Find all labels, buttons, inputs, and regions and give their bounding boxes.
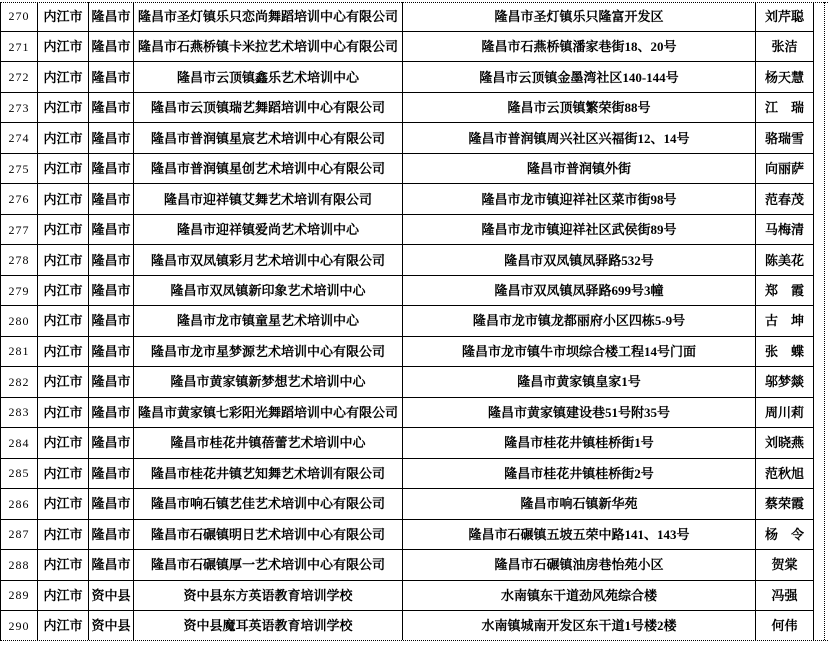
institutions-table [0,2,814,640]
cell-row-number: 289 [1,580,38,610]
cell-row-number: 276 [1,184,38,214]
cell-institution-name: 隆昌市云顶镇鑫乐艺术培训中心 [134,62,403,92]
cell-address: 隆昌市普润镇周兴社区兴福街12、14号 [403,123,756,153]
table-row [1,367,814,397]
cell-institution-name: 隆昌市双凤镇彩月艺术培训中心有限公司 [134,245,403,275]
cell-institution-name: 隆昌市桂花井镇艺知舞艺术培训有限公司 [134,458,403,488]
table-row [1,489,814,519]
cell-address: 隆昌市云顶镇繁荣街88号 [403,92,756,122]
table-row [1,123,814,153]
cell-city: 内江市 [38,397,89,427]
cell-city: 内江市 [38,275,89,305]
cell-county: 隆昌市 [89,489,134,519]
cell-county: 隆昌市 [89,92,134,122]
cell-row-number: 270 [1,2,38,31]
cell-city: 内江市 [38,336,89,366]
cell-contact-name: 江 瑞 [756,92,814,122]
table-row [1,397,814,427]
cell-county: 隆昌市 [89,428,134,458]
cell-address: 隆昌市石碾镇油房巷怡苑小区 [403,550,756,580]
cell-contact-name: 张洁 [756,31,814,61]
cell-county: 资中县 [89,611,134,640]
cell-contact-name: 何伟 [756,611,814,640]
cell-city: 内江市 [38,123,89,153]
cell-institution-name: 隆昌市双凤镇新印象艺术培训中心 [134,275,403,305]
cell-county: 隆昌市 [89,31,134,61]
cell-city: 内江市 [38,31,89,61]
cell-institution-name: 隆昌市普润镇星创艺术培训中心有限公司 [134,153,403,183]
cell-county: 隆昌市 [89,62,134,92]
cell-address: 隆昌市响石镇新华苑 [403,489,756,519]
cell-address: 隆昌市双凤镇凤驿路699号3幢 [403,275,756,305]
cell-city: 内江市 [38,580,89,610]
cell-row-number: 274 [1,123,38,153]
cell-contact-name: 范春茂 [756,184,814,214]
cell-institution-name: 资中县东方英语教育培训学校 [134,580,403,610]
cell-county: 隆昌市 [89,519,134,549]
cell-row-number: 283 [1,397,38,427]
cell-row-number: 286 [1,489,38,519]
cell-address: 隆昌市黄家镇皇家1号 [403,367,756,397]
cell-county: 隆昌市 [89,184,134,214]
cell-contact-name: 邬梦燚 [756,367,814,397]
table-body [1,2,814,640]
cell-county: 隆昌市 [89,306,134,336]
cell-institution-name: 隆昌市石碾镇厚一艺术培训中心有限公司 [134,550,403,580]
page-break-line-bottom [0,640,828,641]
cell-county: 隆昌市 [89,367,134,397]
cell-city: 内江市 [38,367,89,397]
table-row [1,550,814,580]
cell-contact-name: 刘芹聪 [756,2,814,31]
cell-contact-name: 冯强 [756,580,814,610]
table-row [1,2,814,31]
cell-county: 隆昌市 [89,123,134,153]
cell-row-number: 285 [1,458,38,488]
cell-row-number: 290 [1,611,38,640]
table-row [1,153,814,183]
table-row [1,428,814,458]
cell-institution-name: 资中县魔耳英语教育培训学校 [134,611,403,640]
cell-county: 隆昌市 [89,275,134,305]
cell-address: 水南镇东干道劲风苑综合楼 [403,580,756,610]
cell-row-number: 271 [1,31,38,61]
cell-contact-name: 杨 令 [756,519,814,549]
cell-row-number: 288 [1,550,38,580]
cell-city: 内江市 [38,2,89,31]
cell-city: 内江市 [38,306,89,336]
cell-row-number: 279 [1,275,38,305]
cell-city: 内江市 [38,214,89,244]
cell-institution-name: 隆昌市黄家镇七彩阳光舞蹈培训中心有限公司 [134,397,403,427]
cell-county: 资中县 [89,580,134,610]
cell-address: 隆昌市桂花井镇桂桥街1号 [403,428,756,458]
cell-institution-name: 隆昌市龙市镇童星艺术培训中心 [134,306,403,336]
cell-institution-name: 隆昌市迎祥镇爱尚艺术培训中心 [134,214,403,244]
table-row [1,611,814,640]
cell-contact-name: 张 蝶 [756,336,814,366]
cell-city: 内江市 [38,458,89,488]
table-row [1,519,814,549]
cell-institution-name: 隆昌市普润镇星宸艺术培训中心有限公司 [134,123,403,153]
cell-city: 内江市 [38,519,89,549]
cell-row-number: 281 [1,336,38,366]
table-row [1,214,814,244]
cell-city: 内江市 [38,92,89,122]
cell-contact-name: 马梅清 [756,214,814,244]
table-row [1,31,814,61]
cell-row-number: 287 [1,519,38,549]
table-row [1,336,814,366]
cell-contact-name: 骆瑞雪 [756,123,814,153]
cell-city: 内江市 [38,62,89,92]
cell-institution-name: 隆昌市圣灯镇乐只恋尚舞蹈培训中心有限公司 [134,2,403,31]
cell-institution-name: 隆昌市石燕桥镇卡米拉艺术培训中心有限公司 [134,31,403,61]
cell-contact-name: 周川莉 [756,397,814,427]
cell-address: 隆昌市龙市镇迎祥社区菜市街98号 [403,184,756,214]
cell-address: 水南镇城南开发区东干道1号楼2楼 [403,611,756,640]
cell-institution-name: 隆昌市迎祥镇艾舞艺术培训有限公司 [134,184,403,214]
cell-address: 隆昌市石燕桥镇潘家巷街18、20号 [403,31,756,61]
cell-institution-name: 隆昌市黄家镇新梦想艺术培训中心 [134,367,403,397]
table-row [1,458,814,488]
cell-county: 隆昌市 [89,397,134,427]
table-row [1,184,814,214]
cell-county: 隆昌市 [89,550,134,580]
cell-county: 隆昌市 [89,245,134,275]
cell-contact-name: 古 坤 [756,306,814,336]
cell-address: 隆昌市龙市镇迎祥社区武侯街89号 [403,214,756,244]
cell-county: 隆昌市 [89,2,134,31]
cell-city: 内江市 [38,428,89,458]
table-row [1,62,814,92]
cell-address: 隆昌市圣灯镇乐只隆富开发区 [403,2,756,31]
cell-city: 内江市 [38,489,89,519]
cell-address: 隆昌市石碾镇五坡五荣中路141、143号 [403,519,756,549]
cell-contact-name: 杨天慧 [756,62,814,92]
cell-institution-name: 隆昌市石碾镇明日艺术培训中心有限公司 [134,519,403,549]
cell-contact-name: 贺棠 [756,550,814,580]
cell-row-number: 277 [1,214,38,244]
table-row [1,245,814,275]
cell-institution-name: 隆昌市龙市星梦源艺术培训中心有限公司 [134,336,403,366]
cell-institution-name: 隆昌市响石镇艺佳艺术培训中心有限公司 [134,489,403,519]
cell-institution-name: 隆昌市云顶镇瑞艺舞蹈培训中心有限公司 [134,92,403,122]
page-break-line-right [824,2,825,640]
cell-address: 隆昌市龙市镇牛市坝综合楼工程14号门面 [403,336,756,366]
cell-county: 隆昌市 [89,458,134,488]
cell-county: 隆昌市 [89,153,134,183]
cell-contact-name: 蔡荣霞 [756,489,814,519]
cell-contact-name: 刘晓燕 [756,428,814,458]
cell-city: 内江市 [38,550,89,580]
cell-institution-name: 隆昌市桂花井镇蓓蕾艺术培训中心 [134,428,403,458]
cell-county: 隆昌市 [89,336,134,366]
cell-row-number: 282 [1,367,38,397]
cell-row-number: 273 [1,92,38,122]
cell-contact-name: 向丽萨 [756,153,814,183]
cell-row-number: 284 [1,428,38,458]
cell-address: 隆昌市黄家镇建设巷51号附35号 [403,397,756,427]
cell-city: 内江市 [38,184,89,214]
table-row [1,275,814,305]
table-row [1,580,814,610]
cell-row-number: 278 [1,245,38,275]
cell-address: 隆昌市普润镇外街 [403,153,756,183]
cell-row-number: 275 [1,153,38,183]
cell-city: 内江市 [38,153,89,183]
cell-contact-name: 陈美花 [756,245,814,275]
table-row [1,92,814,122]
cell-contact-name: 郑 霞 [756,275,814,305]
cell-contact-name: 范秋旭 [756,458,814,488]
table-row [1,306,814,336]
cell-county: 隆昌市 [89,214,134,244]
cell-address: 隆昌市龙市镇龙都丽府小区四栋5-9号 [403,306,756,336]
page-break-line-top [0,2,828,3]
cell-city: 内江市 [38,245,89,275]
cell-address: 隆昌市云顶镇金墨湾社区140-144号 [403,62,756,92]
cell-row-number: 280 [1,306,38,336]
cell-address: 隆昌市桂花井镇桂桥街2号 [403,458,756,488]
cell-city: 内江市 [38,611,89,640]
cell-row-number: 272 [1,62,38,92]
cell-address: 隆昌市双凤镇凤驿路532号 [403,245,756,275]
